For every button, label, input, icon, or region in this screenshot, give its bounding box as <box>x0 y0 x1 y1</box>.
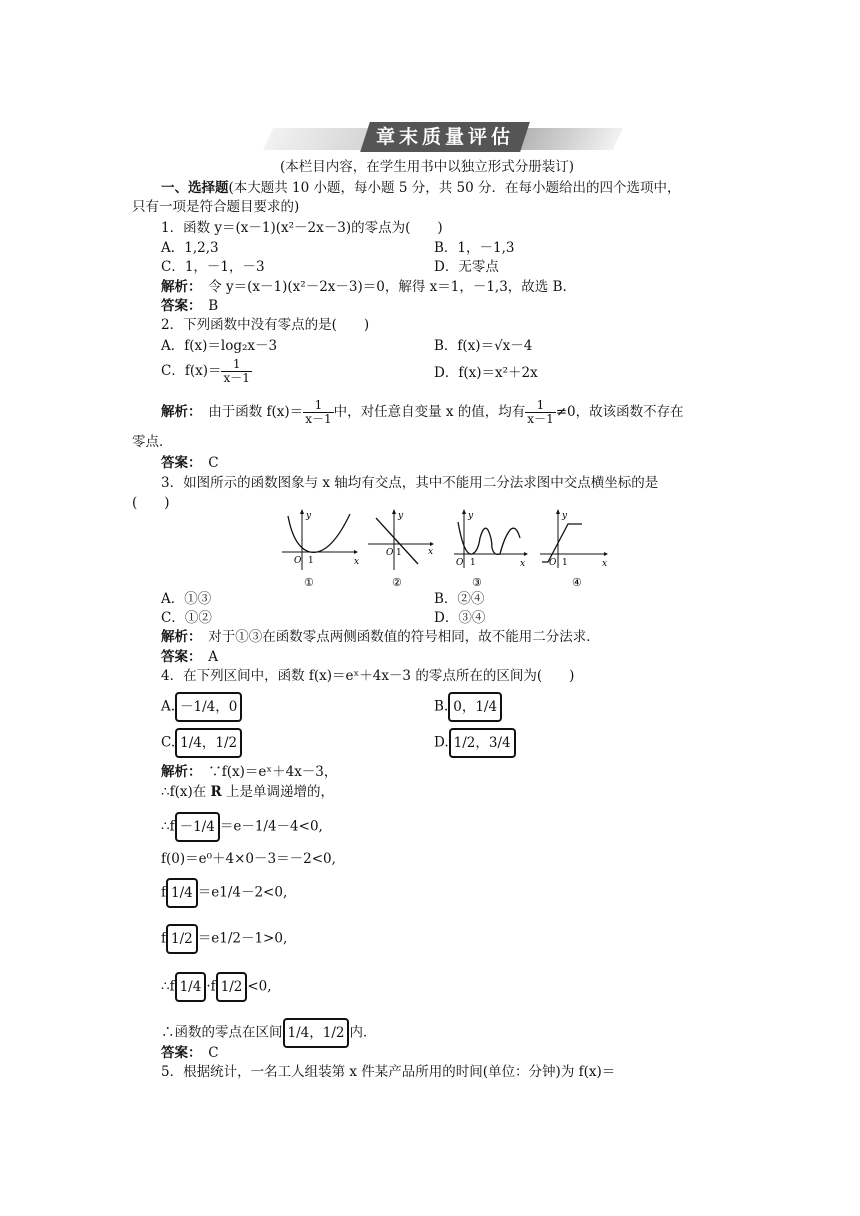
step-text: <0, <box>247 978 272 995</box>
q4-stem: 4．在下列区间中，函数 f(x)＝eˣ＋4x－3 的零点所在的区间为( ) <box>161 668 575 684</box>
step-text: ＝e－1/4－4<0, <box>219 818 323 835</box>
q3-stem-1: 3．如图所示的函数图象与 x 轴均有交点，其中不能用二分法求图中交点横坐标的是 <box>161 475 659 491</box>
q2-option-c <box>161 358 252 385</box>
argument-value: 1/4 <box>171 885 193 901</box>
q4-step-2 <box>161 784 334 800</box>
subtitle: (本栏目内容，在学生用书中以独立形式分册装订) <box>280 159 575 175</box>
q2-option-b: B．f(x)＝√x－4 <box>434 338 533 354</box>
q3-analysis <box>161 629 600 645</box>
q4-step-6: f 1/2 ＝e1/2－1>0, <box>161 924 287 954</box>
q2-analysis-fraction-2 <box>525 399 555 426</box>
interval-right: 1/2 <box>322 1025 345 1041</box>
interval-left: 0 <box>453 699 462 715</box>
graph-4-label: ④ <box>572 576 582 589</box>
fraction-numerator: 1 <box>221 358 251 372</box>
origin-label: O <box>456 558 464 568</box>
answer-label: 答案： <box>161 298 195 314</box>
interval-bracket: 1/4，1/2 <box>175 728 242 758</box>
interval-right: 1/4 <box>475 699 498 715</box>
interval-left: 1/4 <box>287 1025 310 1041</box>
answer-label: 答案： <box>161 455 195 471</box>
step-text: ＝e1/4－2<0, <box>197 884 288 901</box>
section-desc-1: (本大题共 10 小题，每小题 5 分，共 50 分．在每小题给出的四个选项中， <box>228 180 681 196</box>
graph-1 <box>280 508 360 590</box>
interval-right: 3/4 <box>488 735 511 751</box>
step-text: 内． <box>349 1024 377 1041</box>
argument-value: 1/2 <box>171 931 193 947</box>
x-axis-label: x <box>354 557 360 567</box>
interval-right: 1/2 <box>215 735 238 751</box>
q3-option-d: D．③④ <box>434 610 486 626</box>
y-axis-label: y <box>562 511 568 521</box>
argument-bracket <box>175 812 220 842</box>
fraction-numerator: 1 <box>525 399 555 413</box>
analysis-label: 解析： <box>161 764 195 780</box>
q2-analysis-mid: 中，对任意自变量 x 的值，均有 <box>333 404 526 420</box>
q1-option-b: B．1，－1,3 <box>434 240 515 256</box>
graph-3 <box>452 508 532 590</box>
x-axis-label: x <box>428 547 434 557</box>
section-heading-line <box>161 180 680 196</box>
option-letter: C. <box>161 734 176 751</box>
graph-2 <box>366 508 436 590</box>
x-axis-label: x <box>602 559 608 569</box>
answer-label: 答案： <box>161 1045 195 1061</box>
q4-answer <box>161 1045 219 1061</box>
analysis-label: 解析： <box>161 279 195 295</box>
q4-step-5: f 1/4 ＝e1/4－2<0, <box>161 878 287 908</box>
q4-step-3: ∴f －1/4 ＝e－1/4－4<0, <box>161 812 323 842</box>
q4-step-1: ∵f(x)＝eˣ＋4x－3， <box>208 764 338 780</box>
q2-answer <box>161 455 219 471</box>
graph-2-label: ② <box>392 576 402 589</box>
q3-option-c: C．①② <box>161 610 212 626</box>
argument-bracket <box>166 924 198 954</box>
q1-stem: 1．函数 y＝(x－1)(x²－2x－3)的零点为( ) <box>161 220 443 236</box>
analysis-label: 解析： <box>161 404 195 420</box>
x-axis-label: x <box>520 559 526 569</box>
section-heading: 一、选择题 <box>161 180 229 196</box>
fraction-denominator: x－1 <box>223 371 250 385</box>
q2-analysis-fraction-1 <box>303 399 333 426</box>
option-letter: B. <box>434 698 449 715</box>
fraction-numerator: 1 <box>303 399 333 413</box>
interval-left: 1/4 <box>180 735 202 751</box>
option-letter: D. <box>434 734 449 751</box>
q4-option-c <box>161 728 242 758</box>
argument-bracket <box>175 972 207 1002</box>
q1-analysis-text: 令 y＝(x－1)(x²－2x－3)＝0，解得 x＝1，－1,3，故选 B. <box>208 279 567 295</box>
argument-value: －1/4 <box>179 819 215 835</box>
q4-option-d <box>434 728 516 758</box>
origin-label: O <box>386 548 394 558</box>
analysis-label: 解析： <box>161 629 195 645</box>
option-letter: A. <box>161 698 176 715</box>
step-text: ∴f(x)在 <box>161 784 211 800</box>
section-desc-2: 只有一项是符合题目要求的) <box>132 199 300 215</box>
interval-left: 1/2 <box>453 735 476 751</box>
q1-option-d: D．无零点 <box>434 259 499 275</box>
step-text: 上是单调递增的， <box>221 784 335 800</box>
interval-bracket: 0，1/4 <box>448 692 502 722</box>
q3-answer-value: A <box>208 649 218 665</box>
q2-answer-value: C <box>208 455 219 471</box>
q4-answer-value: C <box>208 1045 219 1061</box>
q3-answer <box>161 649 218 665</box>
chapter-title: 章末质量评估 <box>360 122 530 152</box>
q2-analysis-line2: 零点． <box>132 434 173 450</box>
argument-bracket <box>166 878 198 908</box>
y-axis-label: y <box>398 511 404 521</box>
chapter-banner <box>268 122 618 152</box>
q1-option-a: A．1,2,3 <box>161 240 219 256</box>
graph-4 <box>538 508 618 590</box>
q4-step-7: ∴f 1/4 ·f 1/2 <0, <box>161 972 272 1002</box>
argument-bracket <box>216 972 248 1002</box>
tick-label-1: 1 <box>470 558 476 568</box>
tick-label-1: 1 <box>562 558 568 568</box>
origin-label: O <box>549 558 557 568</box>
interval-bracket: －1/4，0 <box>175 692 242 722</box>
step-text: ∴函数的零点在区间 <box>161 1024 283 1041</box>
tick-label-1: 1 <box>308 556 314 566</box>
y-axis-label: y <box>468 511 474 521</box>
q4-analysis <box>161 764 337 780</box>
interval-left: －1/4 <box>180 699 216 715</box>
q1-option-c: C．1，－1，－3 <box>161 259 265 275</box>
argument-value: 1/4 <box>179 979 202 995</box>
answer-label: 答案： <box>161 649 195 665</box>
origin-label: O <box>294 556 302 566</box>
q3-option-b: B．②④ <box>434 591 485 607</box>
q1-answer <box>161 298 218 314</box>
q1-analysis <box>161 279 567 295</box>
interval-bracket: 1/2，3/4 <box>449 728 516 758</box>
q4-option-b <box>434 692 502 722</box>
interval-bracket: 1/4，1/2 <box>283 1018 350 1048</box>
q4-step-8 <box>161 1018 376 1048</box>
q4-step-4: f(0)＝e⁰＋4×0－3＝－2<0, <box>161 851 336 867</box>
q3-option-a: A．①③ <box>161 591 212 607</box>
fraction-denominator: x－1 <box>527 412 554 426</box>
graph-1-label: ① <box>304 576 314 589</box>
fraction-denominator: x－1 <box>305 412 332 426</box>
interval-right: 0 <box>228 699 238 715</box>
real-numbers-symbol: R <box>210 784 222 800</box>
q2-option-c-pre: C．f(x)＝ <box>161 363 222 379</box>
q4-option-a <box>161 692 242 722</box>
q2-option-a: A．f(x)＝log₂x－3 <box>161 338 278 354</box>
q1-answer-value: B <box>208 298 219 314</box>
step-text: ＝e1/2－1>0, <box>197 930 288 947</box>
q2-analysis <box>161 399 684 426</box>
q2-option-d: D．f(x)＝x²＋2x <box>434 365 538 381</box>
y-axis-label: y <box>306 511 312 521</box>
graph-3-label: ③ <box>472 576 482 589</box>
q2-analysis-pre: 由于函数 f(x)＝ <box>208 404 304 420</box>
q2-option-c-fraction <box>221 358 251 385</box>
q5-stem: 5．根据统计，一名工人组装第 x 件某产品所用的时间(单位：分钟)为 f(x)＝ <box>161 1064 616 1080</box>
q3-analysis-text: 对于①③在函数零点两侧函数值的符号相同，故不能用二分法求． <box>208 629 600 645</box>
argument-value: 1/2 <box>220 979 243 995</box>
q3-stem-2: ( ) <box>132 495 170 511</box>
tick-label-1: 1 <box>396 548 402 558</box>
q2-analysis-end: ≠0，故该函数不存在 <box>555 404 684 420</box>
q2-stem: 2．下列函数中没有零点的是( ) <box>161 317 370 333</box>
